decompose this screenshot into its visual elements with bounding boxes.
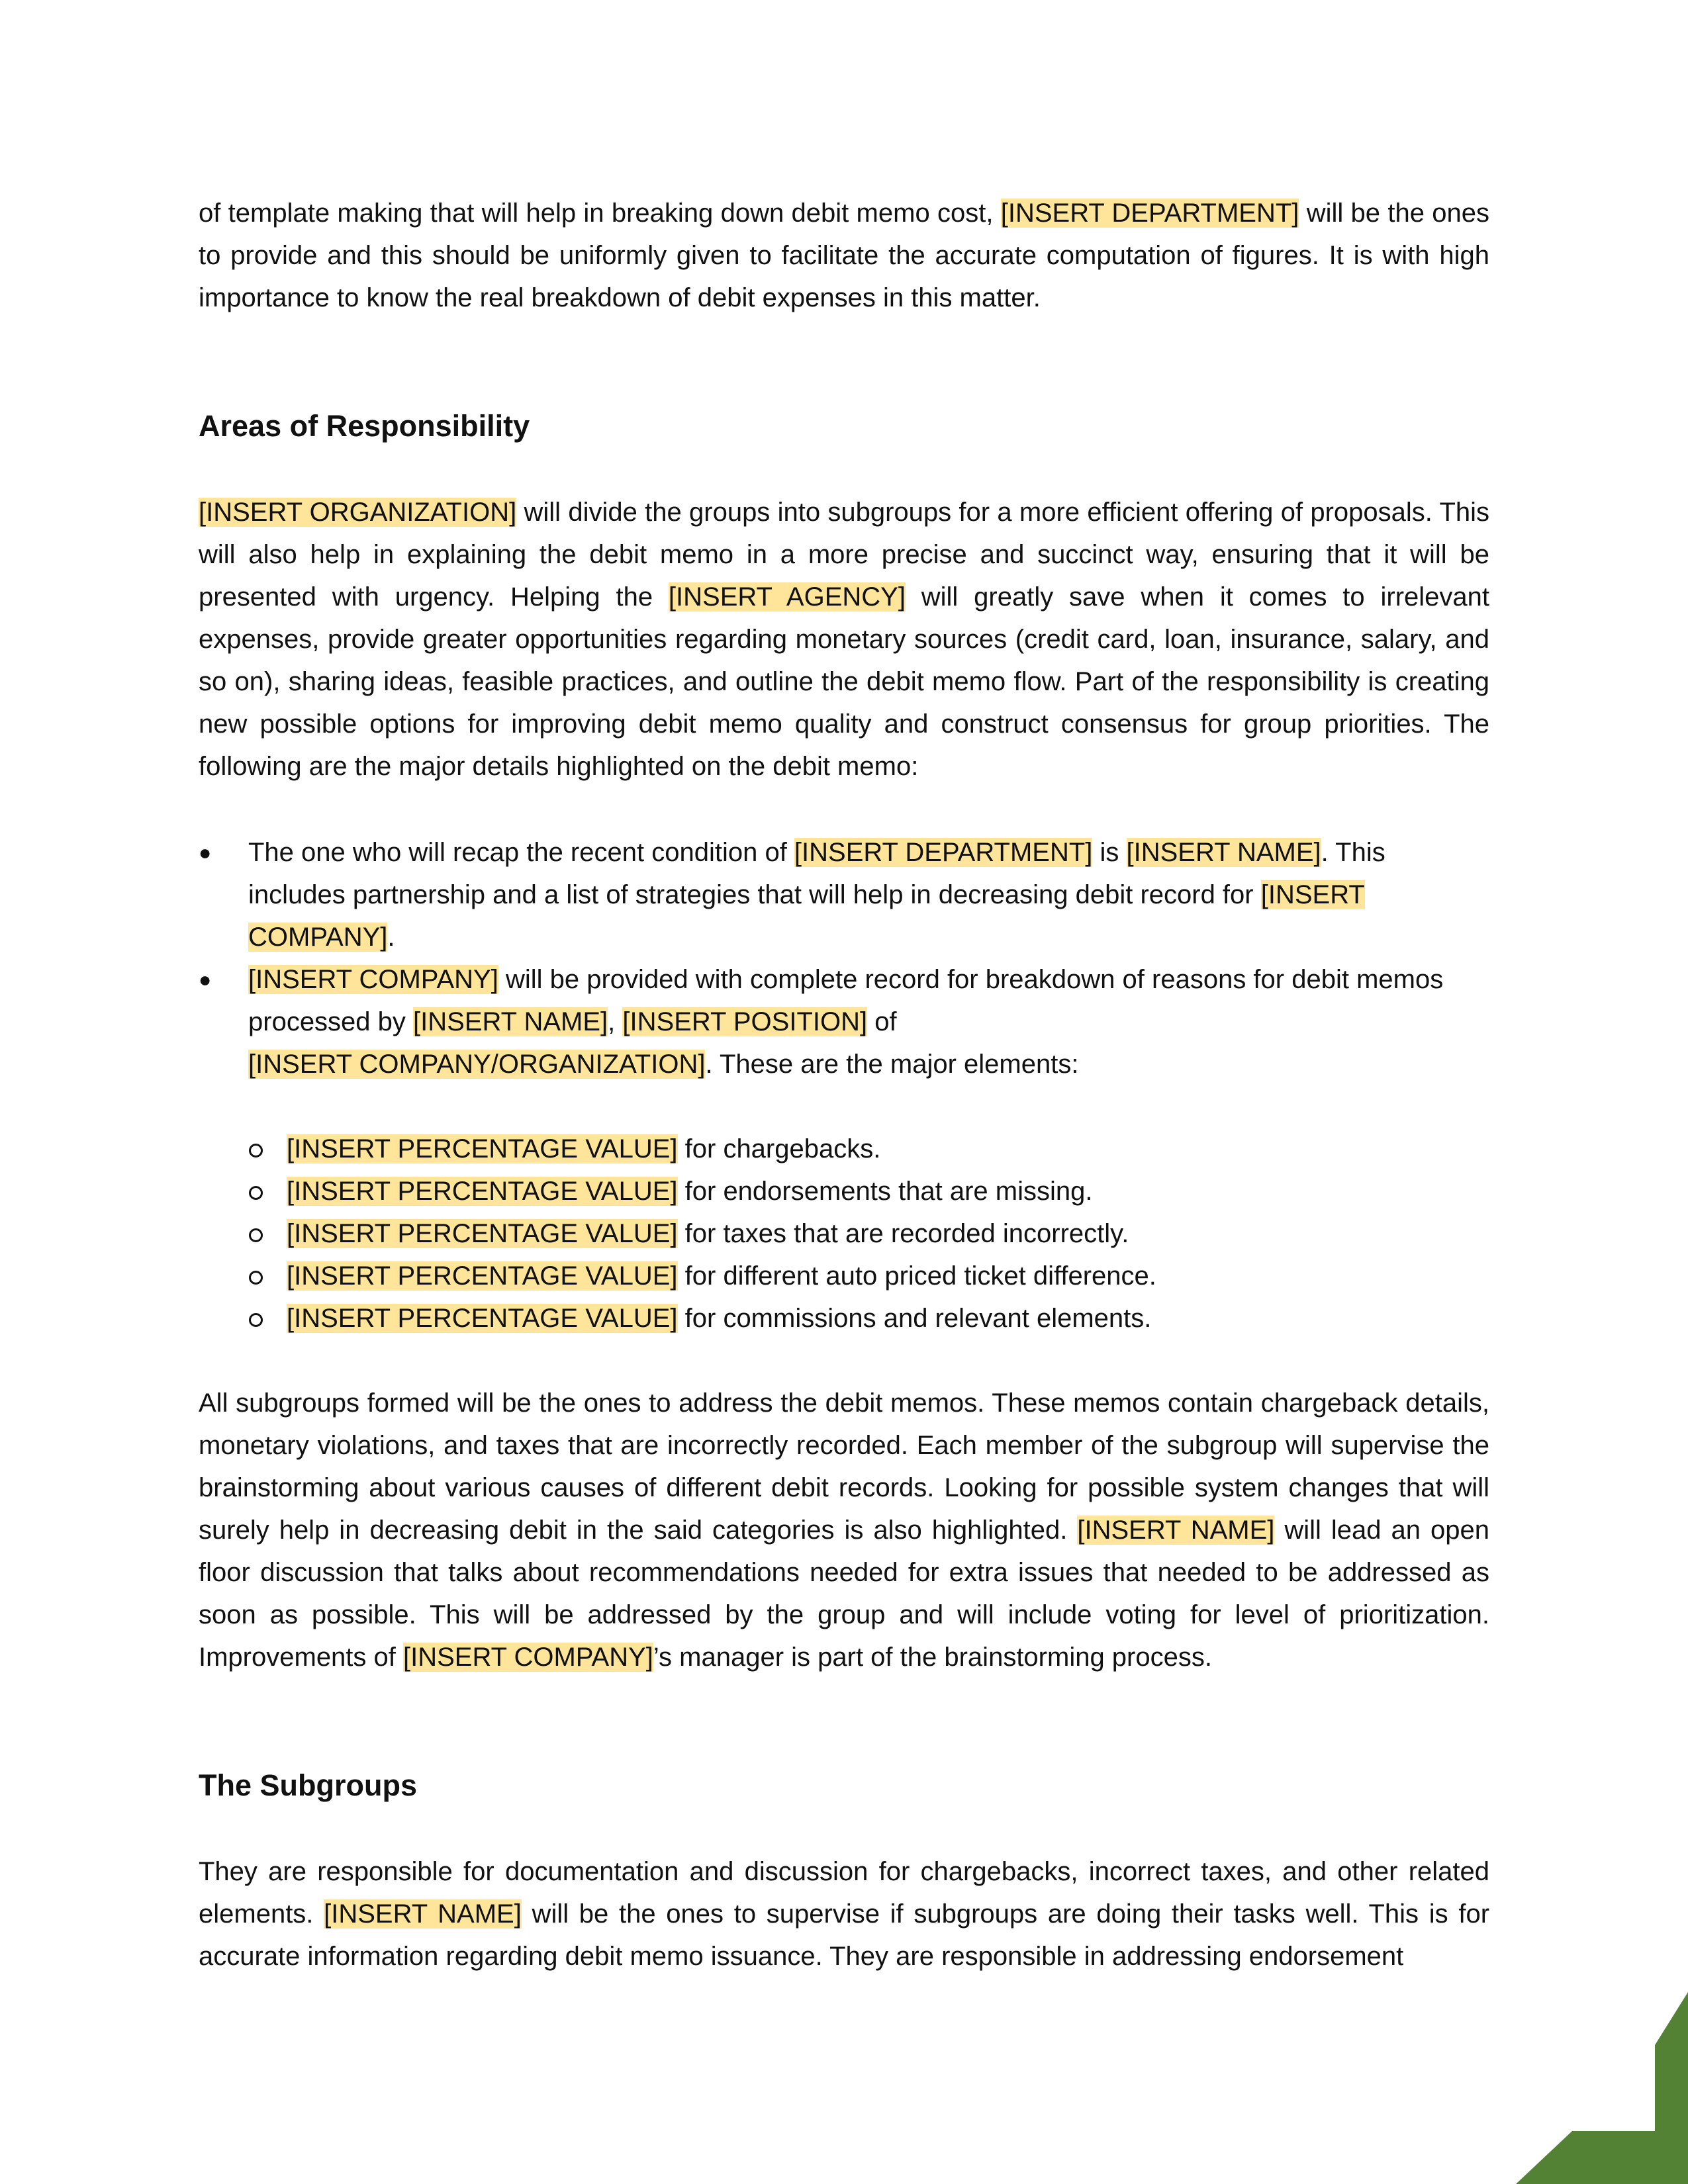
placeholder-agency: [INSERT AGENCY] <box>668 582 906 612</box>
placeholder-company: [INSERT COMPANY] <box>248 880 1365 952</box>
document-page <box>199 192 1489 1978</box>
subgroups-paragraph: They are responsible for documentation and discussion for chargebacks, incorrect taxes, and other related elements. [INSERT NAME] will be the ones to supervise if subgroups are doing their tasks well. This is for accurate information regarding debit memo issuance. They are responsible in addressing endorsement <box>199 1857 1490 1971</box>
list-item: ● [INSERT COMPANY] will be provided with complete record for breakdown of reasons for debit memos processed by [INSERT NAME], [INSERT POSITION] of [INSERT COMPANY/ORGANIZATION]. These are the major elements: [INSERT PERCENTAGE VALUE] for chargebacks. [INSERT PERCENTAGE VALUE] for endorsements that are missing. [INSERT PERCENTAGE VALUE] for taxes that are recorded incorrectly. [INSERT PERCENTAGE VALUE] for different auto priced ticket difference. [INSERT PERCENTAGE VALUE] for commissions and relevant elements. <box>199 958 1489 1340</box>
placeholder-company-organization: [INSERT COMPANY/ORGANIZATION] <box>248 1050 706 1079</box>
list-item: ● The one who will recap the recent condition of [INSERT DEPARTMENT] is [INSERT NAME]. This includes partnership and a list of strategies that will help in decreasing debit record for [INSERT COMPANY]. <box>199 831 1489 958</box>
heading-areas-of-responsibility: Areas of Responsibility <box>199 409 530 443</box>
sub-list-item: [INSERT PERCENTAGE VALUE] for endorsements that are missing. <box>248 1170 1489 1212</box>
sub-list-item: [INSERT PERCENTAGE VALUE] for different auto priced ticket difference. <box>248 1255 1489 1297</box>
placeholder-name: [INSERT NAME] <box>1077 1516 1275 1545</box>
placeholder-name: [INSERT NAME] <box>324 1899 522 1929</box>
sub-list <box>248 1128 1489 1340</box>
heading-the-subgroups: The Subgroups <box>199 1768 417 1802</box>
placeholder-name: [INSERT NAME] <box>413 1007 608 1036</box>
placeholder-organization: [INSERT ORGANIZATION] <box>199 498 517 527</box>
sub-list-item: [INSERT PERCENTAGE VALUE] for commissions and relevant elements. <box>248 1297 1489 1340</box>
sub-list-item: [INSERT PERCENTAGE VALUE] for chargebacks. <box>248 1128 1489 1170</box>
placeholder-percentage: [INSERT PERCENTAGE VALUE] <box>287 1177 678 1206</box>
green-corner-shape <box>1516 1992 1688 2184</box>
subgroups-discussion-paragraph: All subgroups formed will be the ones to address the debit memos. These memos contain chargeback details, monetary violations, and taxes that are incorrectly recorded. Each member of the subgroup will supervise the brainstorming about various causes of different debit records. Looking for possible system changes that will surely help in decreasing debit in the said categories is also highlighted. [INSERT NAME] will lead an open floor discussion that talks about recommendations needed for extra issues that needed to be addressed as soon as possible. This will be addressed by the group and will include voting for level of prioritization. Improvements of [INSERT COMPANY]’s manager is part of the brainstorming process. <box>199 1388 1490 1672</box>
areas-paragraph: [INSERT ORGANIZATION] will divide the groups into subgroups for a more efficient offering of proposals. This will also help in explaining the debit memo in a more precise and succinct way, ensuring that it will be presented with urgency. Helping the [INSERT AGENCY] will greatly save when it comes to irrelevant expenses, provide greater opportunities regarding monetary sources (credit card, loan, insurance, salary, and so on), sharing ideas, feasible practices, and outline the debit memo flow. Part of the responsibility is creating new possible options for improving debit memo quality and construct consensus for group priorities. The following are the major details highlighted on the debit memo: <box>199 498 1490 781</box>
placeholder-percentage: [INSERT PERCENTAGE VALUE] <box>287 1304 678 1333</box>
placeholder-percentage: [INSERT PERCENTAGE VALUE] <box>287 1261 678 1291</box>
placeholder-percentage: [INSERT PERCENTAGE VALUE] <box>287 1134 678 1163</box>
corner-decoration <box>1516 1992 1688 2184</box>
placeholder-name: [INSERT NAME] <box>1126 838 1321 867</box>
placeholder-position: [INSERT POSITION] <box>622 1007 868 1036</box>
placeholder-percentage: [INSERT PERCENTAGE VALUE] <box>287 1219 678 1248</box>
sub-list-item: [INSERT PERCENTAGE VALUE] for taxes that are recorded incorrectly. <box>248 1212 1489 1255</box>
placeholder-company: [INSERT COMPANY] <box>248 965 498 994</box>
placeholder-department: [INSERT DEPARTMENT] <box>1000 199 1299 228</box>
bullet-list <box>199 831 1489 1340</box>
placeholder-department: [INSERT DEPARTMENT] <box>794 838 1093 867</box>
intro-paragraph: of template making that will help in breaking down debit memo cost, [INSERT DEPARTMENT] will be the ones to provide and this should be uniformly given to facilitate the accurate computation of figures. It is with high importance to know the real breakdown of debit expenses in this matter. <box>199 199 1489 312</box>
placeholder-company: [INSERT COMPANY] <box>403 1643 653 1672</box>
